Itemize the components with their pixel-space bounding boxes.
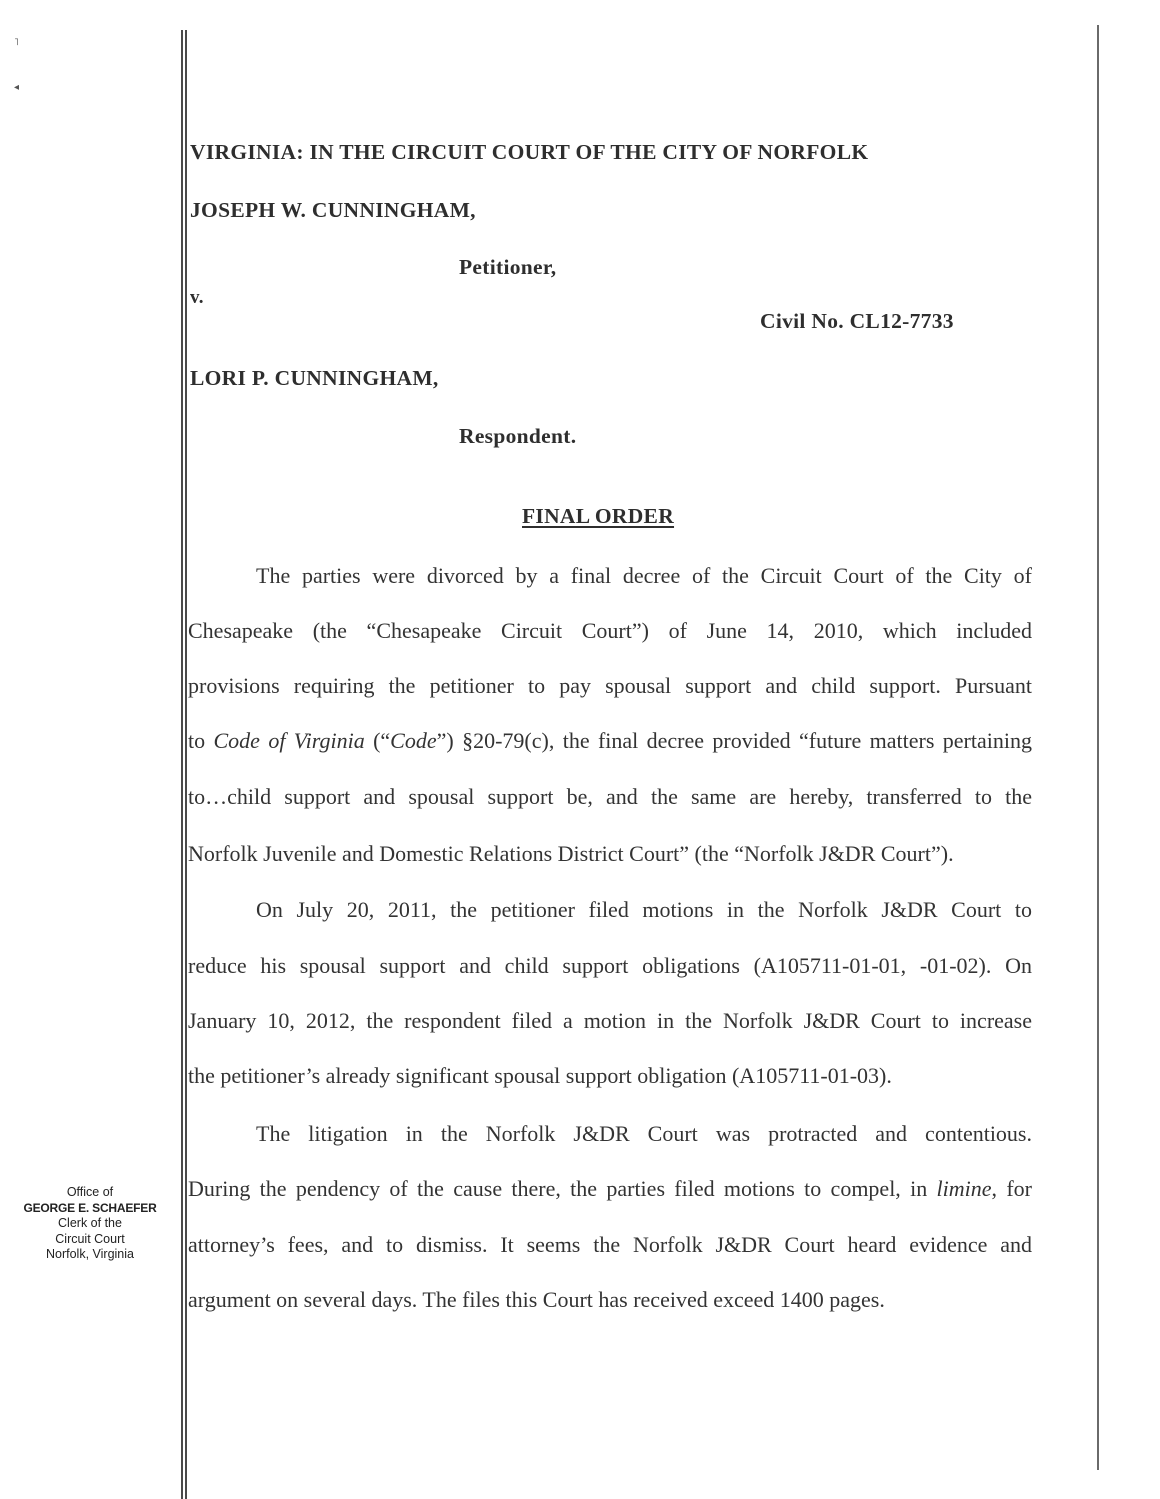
italic-term: limine <box>936 1176 992 1201</box>
paragraph-line: January 10, 2012, the respondent filed a motion in the Norfolk J&DR Court to increase <box>188 1008 1032 1033</box>
petitioner-name: JOSEPH W. CUNNINGHAM, <box>190 198 476 222</box>
paragraph-line: On July 20, 2011, the petitioner filed motions in the Norfolk J&DR Court to <box>256 897 1032 922</box>
text-span: (“ <box>364 728 391 753</box>
paragraph-line: The parties were divorced by a final decree of the Circuit Court of the City of <box>256 563 1032 588</box>
clerk-title: Clerk of the <box>58 1216 122 1230</box>
respondent-role: Respondent. <box>459 424 577 448</box>
right-margin-rule <box>1097 25 1099 1470</box>
civil-case-number: Civil No. CL12-7733 <box>760 309 954 333</box>
paragraph-line: attorney’s fees, and to dismiss. It seems the Norfolk J&DR Court heard evidence and <box>188 1232 1032 1257</box>
left-margin-rule-inner <box>185 30 187 1499</box>
paragraph-line: argument on several days. The files this Court has received exceed 1400 pages. <box>188 1287 885 1312</box>
left-margin-rule <box>181 30 183 1499</box>
paragraph-line <box>188 1175 1032 1203</box>
text-span: ”) §20-79(c), the final decree provided “future matters pertaining <box>436 728 1032 753</box>
text-span: to <box>188 728 214 753</box>
paragraph-line: provisions requiring the petitioner to pay spousal support and child support. Pursuant <box>188 673 1032 698</box>
italic-citation: Code <box>390 728 437 753</box>
paragraph-line: The litigation in the Norfolk J&DR Court was protracted and contentious. <box>256 1121 1032 1146</box>
paragraph-line <box>188 727 1032 755</box>
document-title: FINAL ORDER <box>522 504 675 528</box>
scan-mark: ◂ <box>14 82 20 93</box>
court-name: Circuit Court <box>55 1231 125 1246</box>
court-location: Norfolk, Virginia <box>45 1247 134 1261</box>
court-heading: VIRGINIA: IN THE CIRCUIT COURT OF THE CITY OF NORFOLK <box>190 140 869 164</box>
office-of-label: Office of <box>66 1185 114 1199</box>
clerk-name: GEORGE E. SCHAEFER <box>23 1200 157 1215</box>
paragraph-line: reduce his spousal support and child support obligations (A105711-01-01, -01-02). On <box>188 953 1032 978</box>
italic-citation: Code of Virginia <box>213 728 365 753</box>
paragraph-line: to…child support and spousal support be, and the same are hereby, transferred to the <box>188 784 1032 809</box>
text-span: , for <box>991 1176 1033 1201</box>
petitioner-role: Petitioner, <box>459 255 557 279</box>
respondent-name: LORI P. CUNNINGHAM, <box>190 366 439 390</box>
scan-mark: ˥ <box>14 37 19 48</box>
paragraph-line: Chesapeake (the “Chesapeake Circuit Court”) of June 14, 2010, which included <box>188 618 1032 643</box>
versus-label: v. <box>190 287 204 308</box>
text-span: During the pendency of the cause there, the parties filed motions to compel, in <box>188 1176 937 1201</box>
clerk-office-block <box>20 1185 160 1263</box>
paragraph-line: the petitioner’s already significant spousal support obligation (A105711-01-03). <box>188 1063 892 1088</box>
paragraph-line: Norfolk Juvenile and Domestic Relations District Court” (the “Norfolk J&DR Court”). <box>188 841 954 866</box>
